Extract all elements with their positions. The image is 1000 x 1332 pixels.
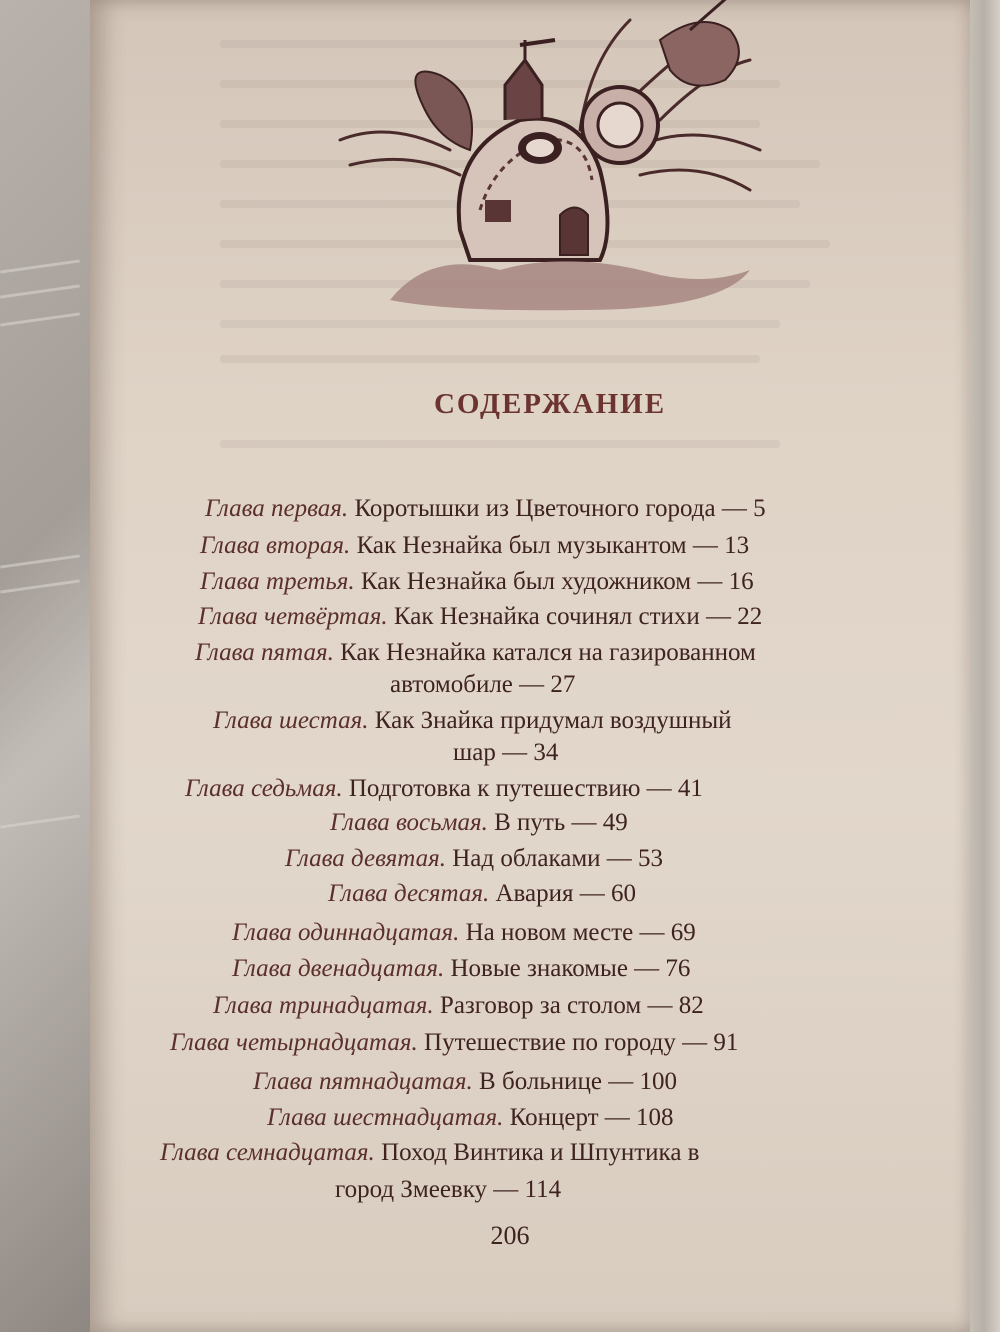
toc-entry: [170, 1027, 738, 1059]
chapter-title: В больнице — 100: [479, 1068, 677, 1095]
toc-entry: [195, 637, 756, 669]
chapter-label: Глава вторая.: [200, 532, 351, 559]
toc-entry-continuation: автомобиле — 27: [390, 671, 576, 698]
chapter-title: Путешествие по городу — 91: [424, 1029, 739, 1056]
toc-entry: [253, 1066, 677, 1098]
chapter-title: Как Знайка придумал воздушный: [374, 707, 732, 734]
toc-entry-continuation: город Змеевку — 114: [335, 1176, 562, 1203]
toc-entry: [198, 601, 762, 633]
toc-entry: [328, 878, 636, 910]
page-number: 206: [490, 1221, 530, 1250]
toc-entry: [200, 566, 754, 598]
chapter-label: Глава десятая.: [328, 880, 490, 907]
chapter-title: Как Незнайка был художником — 16: [360, 568, 754, 595]
chapter-label: Глава восьмая.: [330, 809, 488, 836]
toc-entry: [232, 917, 696, 949]
chapter-label: Глава пятнадцатая.: [253, 1068, 473, 1095]
chapter-label: Глава тринадцатая.: [213, 992, 434, 1019]
chapter-label: Глава семнадцатая.: [160, 1139, 375, 1166]
chapter-label: Глава девятая.: [285, 845, 446, 872]
chapter-label: Глава четвёртая.: [198, 603, 388, 630]
chapter-title: Над облаками — 53: [452, 845, 664, 872]
toc-entry: [213, 705, 732, 737]
chapter-title: На новом месте — 69: [465, 919, 696, 946]
chapter-label: Глава первая.: [205, 495, 349, 522]
toc-entry: [267, 1102, 674, 1134]
toc-entry: [213, 990, 704, 1022]
chapter-label: Глава седьмая.: [185, 775, 343, 802]
chapter-title: В путь — 49: [494, 809, 628, 836]
chapter-label: Глава шестая.: [213, 707, 369, 734]
chapter-label: Глава третья.: [200, 568, 355, 595]
toc-entry: [232, 953, 690, 985]
toc-entry: [330, 807, 628, 839]
chapter-label: Глава двенадцатая.: [232, 955, 445, 982]
chapter-title: Как Незнайка сочинял стихи — 22: [393, 603, 763, 630]
chapter-label: Глава одиннадцатая.: [232, 919, 460, 946]
chapter-title: Разговор за столом — 82: [439, 992, 704, 1019]
chapter-title: Коротышки из Цветочного города — 5: [354, 495, 766, 522]
chapter-title: Поход Винтика и Шпунтика в: [381, 1139, 700, 1166]
chapter-title: Как Незнайка катался на газированном: [340, 639, 756, 666]
chapter-title: Авария — 60: [495, 880, 636, 907]
contents-heading: СОДЕРЖАНИЕ: [433, 388, 667, 420]
toc-entry: [160, 1137, 699, 1169]
chapter-label: Глава пятая.: [195, 639, 334, 666]
toc-entry: [200, 530, 749, 562]
chapter-title: Новые знакомые — 76: [450, 955, 691, 982]
chapter-title: Подготовка к путешествию — 41: [348, 775, 703, 802]
toc-entry: [285, 843, 663, 875]
chapter-title: Как Незнайка был музыкантом — 13: [356, 532, 750, 559]
chapter-label: Глава четырнадцатая.: [170, 1029, 418, 1056]
chapter-label: Глава шестнадцатая.: [267, 1104, 504, 1131]
toc-entry: [205, 493, 766, 525]
toc-entry-continuation: шар — 34: [453, 739, 559, 766]
chapter-title: Концерт — 108: [509, 1104, 674, 1131]
toc-entry: [185, 773, 703, 805]
